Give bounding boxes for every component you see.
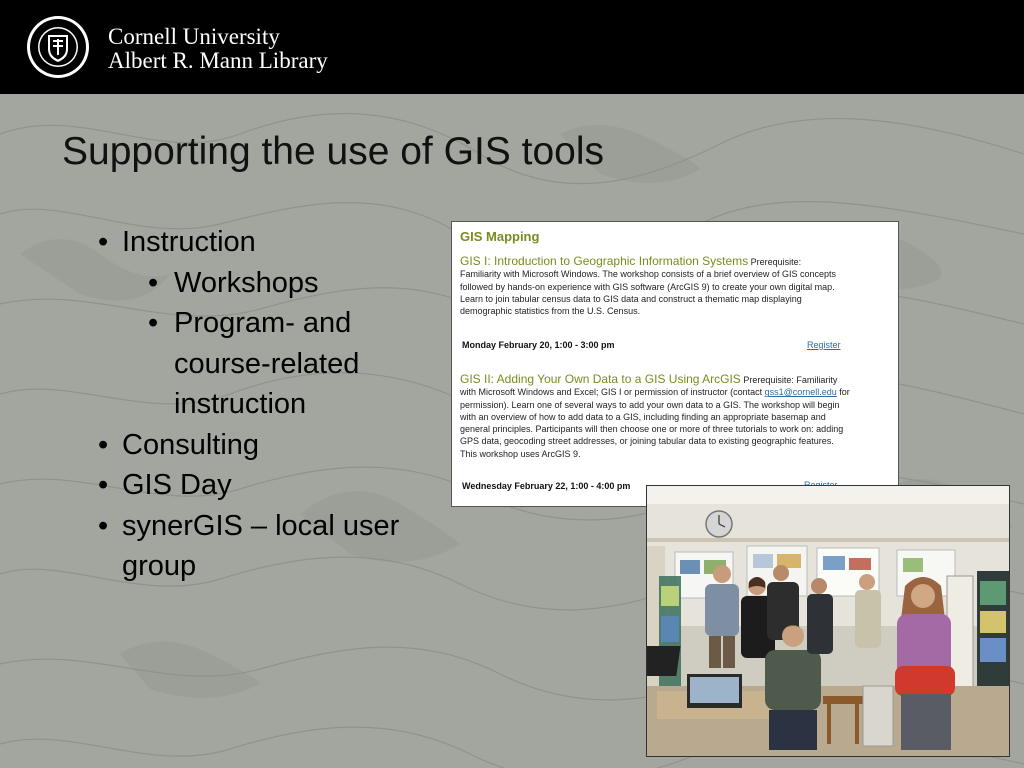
gis-mapping-webpage-screenshot	[451, 221, 899, 507]
course2-line: general principles. Participants will then choose one or more of three tutorials to work on: adding	[460, 424, 844, 435]
bullet-glyph: •	[98, 428, 109, 461]
course2-line: This workshop uses ArcGIS 9.	[460, 448, 581, 459]
bullet-glyph: •	[148, 266, 159, 299]
header-bar	[0, 0, 1024, 94]
bullet-item	[98, 465, 458, 506]
bullet-glyph: •	[98, 226, 109, 258]
course2-line: with an overview of how to add data to a GIS, including finding an appropriate basemap and	[460, 411, 826, 422]
workshop-photo-illustration	[647, 486, 1009, 756]
bullet-text: Program- and	[174, 307, 352, 339]
course1-title: GIS I: Introduction to Geographic Information Systems	[460, 254, 749, 268]
sub-bullet-item	[98, 303, 458, 344]
webpage-heading: GIS Mapping	[460, 229, 540, 244]
course2-prereq: Prerequisite: Familiarity	[743, 375, 838, 385]
bullet-text: Consulting	[122, 428, 260, 461]
bullet-continuation	[98, 546, 458, 587]
course1-register-link[interactable]: Register	[807, 340, 841, 350]
sub-bullet-continuation	[98, 384, 458, 425]
course2-line: for	[836, 387, 850, 398]
course1-line: followed by hands-on experience with GIS software (ArcGIS 9) to create your own digital map.	[460, 281, 835, 292]
bullet-text: Instruction	[122, 226, 256, 258]
bullet-text: Workshops	[174, 266, 319, 299]
course1-prereq: Prerequisite:	[750, 257, 802, 267]
course1-line: Learn to join tabular census data to GIS data and construct a thematic map displaying	[460, 293, 802, 304]
course2-date: Wednesday February 22, 1:00 - 4:00 pm	[462, 481, 631, 491]
slide-title: Supporting the use of GIS tools	[62, 130, 605, 173]
course1-date: Monday February 20, 1:00 - 3:00 pm	[462, 340, 615, 350]
bullet-text: synerGIS – local user	[122, 509, 400, 542]
course1-line: demographic statistics from the U.S. Census.	[460, 306, 641, 317]
bullet-glyph: •	[148, 307, 159, 339]
bullet-list	[98, 222, 458, 587]
bullet-item	[98, 222, 458, 263]
course1-description	[460, 255, 886, 317]
course2-title: GIS II: Adding Your Own Data to a GIS Using ArcGIS	[460, 372, 741, 386]
bullet-text: GIS Day	[122, 469, 232, 501]
bullet-text: group	[122, 550, 197, 582]
bullet-item	[98, 425, 458, 466]
course2-description	[460, 373, 886, 460]
course2-line: GPS data, geocoding street addresses, or joining tabular data to existing geographic features.	[460, 436, 834, 447]
contact-email-link[interactable]: gss1@cornell.edu	[764, 387, 837, 398]
cornell-seal-icon	[26, 15, 90, 79]
sub-bullet-item	[98, 263, 458, 304]
bullet-item	[98, 506, 458, 547]
bullet-text: course-related	[174, 347, 360, 380]
brand-library: Albert R. Mann Library	[108, 48, 328, 73]
workshop-photo-image	[646, 485, 1010, 757]
bullet-text: instruction	[174, 388, 307, 420]
bullet-glyph: •	[98, 469, 109, 501]
sub-bullet-continuation	[98, 344, 458, 385]
course1-line: Familiarity with Microsoft Windows. The workshop consists of a brief overview of GIS concepts	[460, 269, 836, 280]
course2-line: permission). Learn one of several ways to add your own data to a GIS. The workshop will begin	[460, 399, 840, 410]
bullet-glyph: •	[98, 509, 109, 542]
brand-name: Cornell University	[108, 24, 280, 49]
course2-line: with Microsoft Windows and Excel; GIS I or permission of instructor (contact	[460, 387, 765, 398]
